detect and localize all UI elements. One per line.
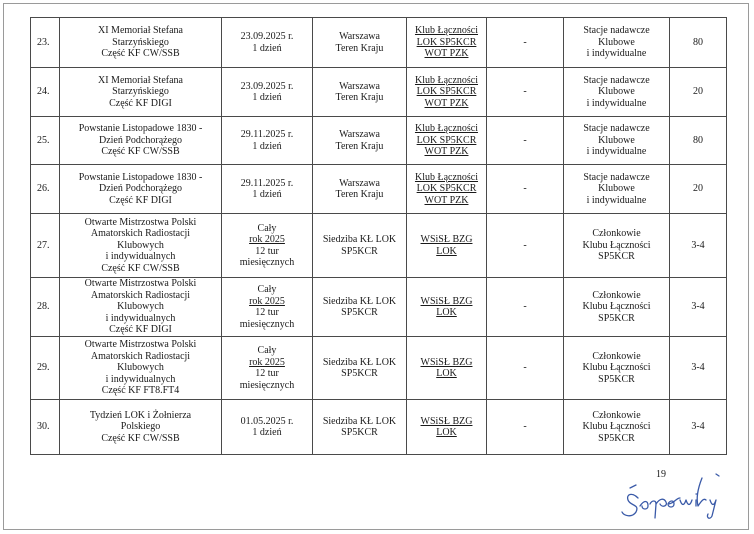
event-participants: Stacje nadawcze Klubowe i indywidualne xyxy=(564,68,670,117)
event-date: 29.11.2025 r. 1 dzień xyxy=(222,117,313,165)
event-name: Powstanie Listopadowe 1830 - Dzień Podchorążego Część KF CW/SSB xyxy=(60,117,222,165)
participant-count: 3-4 xyxy=(670,400,727,455)
event-place: Warszawa Teren Kraju xyxy=(313,68,407,117)
row-number: 27. xyxy=(31,214,60,278)
participant-count: 80 xyxy=(670,18,727,68)
row-number: 23. xyxy=(31,18,60,68)
table-row xyxy=(31,400,727,455)
row-number: 26. xyxy=(31,165,60,214)
participant-count: 3-4 xyxy=(670,278,727,337)
table-row xyxy=(31,165,727,214)
event-organizer: Klub Łączności LOK SP5KCR WOT PZK xyxy=(407,165,487,214)
row-number: 25. xyxy=(31,117,60,165)
empty-dash: - xyxy=(487,278,564,337)
participant-count: 3-4 xyxy=(670,337,727,400)
empty-dash: - xyxy=(487,165,564,214)
event-date: 01.05.2025 r. 1 dzień xyxy=(222,400,313,455)
event-participants: Stacje nadawcze Klubowe i indywidualne xyxy=(564,165,670,214)
event-participants: Stacje nadawcze Klubowe i indywidualne xyxy=(564,117,670,165)
event-participants: Stacje nadawcze Klubowe i indywidualne xyxy=(564,18,670,68)
empty-dash: - xyxy=(487,117,564,165)
event-organizer: WSiSŁ BZG LOK xyxy=(407,337,487,400)
event-name: Otwarte Mistrzostwa Polski Amatorskich Radiostacji Klubowych i indywidualnych Część KF CW/SSB xyxy=(60,214,222,278)
event-participants: Członkowie Klubu Łączności SP5KCR xyxy=(564,337,670,400)
event-date: 29.11.2025 r. 1 dzień xyxy=(222,165,313,214)
table-row xyxy=(31,68,727,117)
event-name: Powstanie Listopadowe 1830 - Dzień Podchorążego Część KF DIGI xyxy=(60,165,222,214)
event-name: Otwarte Mistrzostwa Polski Amatorskich Radiostacji Klubowych i indywidualnych Część KF FT8.FT4 xyxy=(60,337,222,400)
row-number: 24. xyxy=(31,68,60,117)
event-organizer: WSiSŁ BZG LOK xyxy=(407,278,487,337)
empty-dash: - xyxy=(487,18,564,68)
row-number: 29. xyxy=(31,337,60,400)
event-place: Siedziba KŁ LOK SP5KCR xyxy=(313,278,407,337)
event-place: Siedziba KŁ LOK SP5KCR xyxy=(313,337,407,400)
row-number: 28. xyxy=(31,278,60,337)
event-place: Warszawa Teren Kraju xyxy=(313,18,407,68)
page-number: 19 xyxy=(656,469,666,480)
participant-count: 80 xyxy=(670,117,727,165)
empty-dash: - xyxy=(487,214,564,278)
event-name: Tydzień LOK i Żołnierza Polskiego Część KF CW/SSB xyxy=(60,400,222,455)
table-row xyxy=(31,278,727,337)
event-participants: Członkowie Klubu Łączności SP5KCR xyxy=(564,214,670,278)
participant-count: 3-4 xyxy=(670,214,727,278)
event-participants: Członkowie Klubu Łączności SP5KCR xyxy=(564,400,670,455)
event-date: Cały rok 2025 12 tur miesięcznych xyxy=(222,278,313,337)
event-organizer: Klub Łączności LOK SP5KCR WOT PZK xyxy=(407,117,487,165)
empty-dash: - xyxy=(487,337,564,400)
event-organizer: WSiSŁ BZG LOK xyxy=(407,214,487,278)
event-place: Warszawa Teren Kraju xyxy=(313,117,407,165)
event-date: Cały rok 2025 12 tur miesięcznych xyxy=(222,337,313,400)
participant-count: 20 xyxy=(670,68,727,117)
table-row xyxy=(31,18,727,68)
event-participants: Członkowie Klubu Łączności SP5KCR xyxy=(564,278,670,337)
event-organizer: Klub Łączności LOK SP5KCR WOT PZK xyxy=(407,18,487,68)
table-row xyxy=(31,117,727,165)
event-name: Otwarte Mistrzostwa Polski Amatorskich Radiostacji Klubowych i indywidualnych Część KF DIGI xyxy=(60,278,222,337)
event-date: 23.09.2025 r. 1 dzień xyxy=(222,68,313,117)
handwritten-signature xyxy=(618,470,736,522)
empty-dash: - xyxy=(487,400,564,455)
table-row xyxy=(31,337,727,400)
event-place: Warszawa Teren Kraju xyxy=(313,165,407,214)
event-name: XI Memoriał Stefana Starzyńskiego Część KF CW/SSB xyxy=(60,18,222,68)
events-table xyxy=(30,17,727,455)
event-place: Siedziba KŁ LOK SP5KCR xyxy=(313,400,407,455)
empty-dash: - xyxy=(487,68,564,117)
row-number: 30. xyxy=(31,400,60,455)
event-name: XI Memoriał Stefana Starzyńskiego Część KF DIGI xyxy=(60,68,222,117)
participant-count: 20 xyxy=(670,165,727,214)
event-organizer: Klub Łączności LOK SP5KCR WOT PZK xyxy=(407,68,487,117)
event-place: Siedziba KŁ LOK SP5KCR xyxy=(313,214,407,278)
event-organizer: WSiSŁ BZG LOK xyxy=(407,400,487,455)
event-date: 23.09.2025 r. 1 dzień xyxy=(222,18,313,68)
event-date: Cały rok 2025 12 tur miesięcznych xyxy=(222,214,313,278)
table-row xyxy=(31,214,727,278)
